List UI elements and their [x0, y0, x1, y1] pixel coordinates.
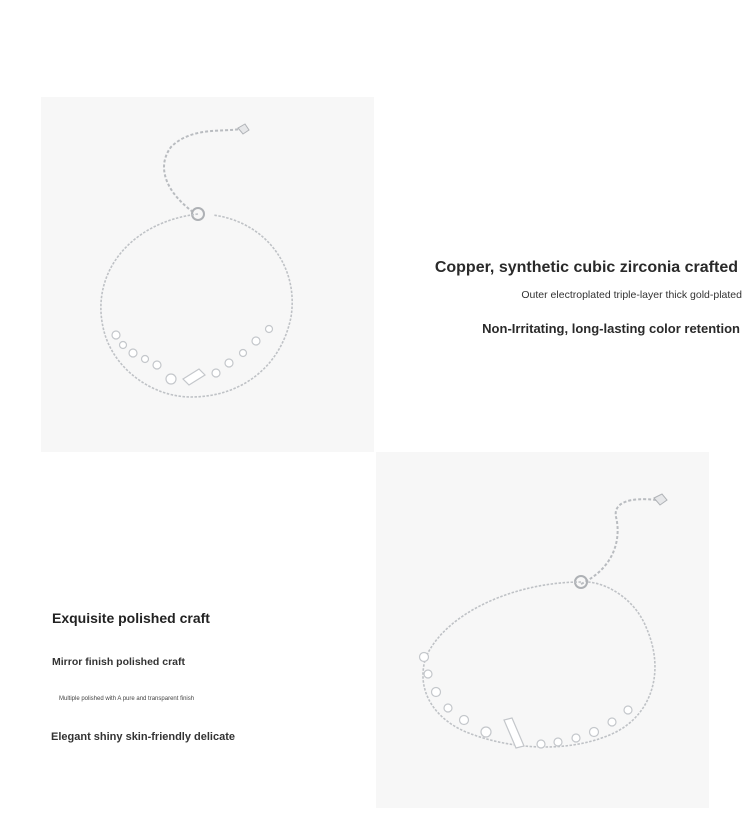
elegant-text: Elegant shiny skin-friendly delicate — [51, 731, 235, 743]
craft-title: Exquisite polished craft — [52, 610, 210, 626]
bracelet-illustration-bottom — [376, 452, 709, 808]
plating-description: Outer electroplated triple-layer thick gold-plated — [521, 289, 742, 301]
bracelet-illustration-top — [41, 97, 374, 452]
bracelet-photo-top — [41, 97, 374, 452]
bracelet-photo-bottom — [376, 452, 709, 808]
polish-detail-text: Multiple polished with A pure and transparent finish — [59, 696, 195, 702]
mirror-finish-text: Mirror finish polished craft — [52, 656, 186, 668]
color-retention-text: Non-Irritating, long-lasting color retention — [482, 321, 740, 336]
material-title: Copper, synthetic cubic zirconia crafted — [434, 259, 738, 276]
